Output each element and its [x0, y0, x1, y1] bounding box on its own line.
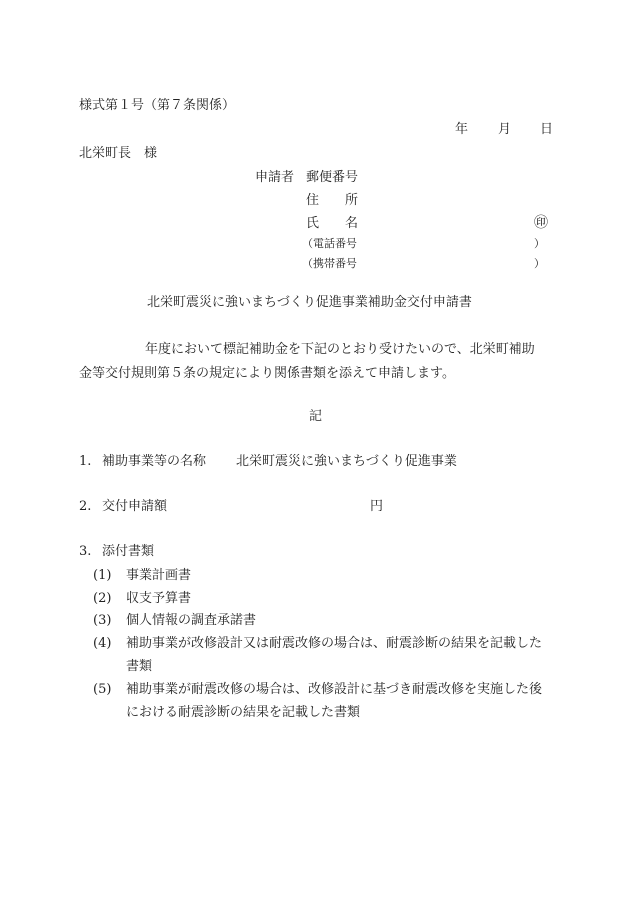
date-year-label: 年	[455, 122, 469, 137]
applicant-label: 申請者	[255, 170, 295, 185]
item-2-label: 交付申請額	[102, 499, 168, 514]
attachment-2-text: 収支予算書	[126, 591, 192, 606]
attachment-4-text-line-1: 補助事業が改修設計又は耐震改修の場合は、耐震診断の結果を記載した	[126, 636, 543, 651]
attachment-5-text-line-1: 補助事業が耐震改修の場合は、改修設計に基づき耐震改修を実施した後	[126, 682, 543, 697]
item-2-number: 2.	[79, 499, 92, 514]
mobile-close-paren: ）	[534, 257, 545, 270]
mobile-label: （携帯番号	[302, 257, 357, 270]
ki-heading: 記	[309, 409, 323, 424]
date-month-label: 月	[498, 122, 512, 137]
attachment-3-text: 個人情報の調査承諾書	[126, 613, 257, 628]
date-day-label: 日	[540, 122, 554, 137]
document-title: 北栄町震災に強いまちづくり促進事業補助金交付申請書	[147, 295, 472, 310]
attachment-5-text-line-2: における耐震診断の結果を記載した書類	[126, 705, 361, 720]
name-label: 氏 名	[306, 216, 359, 231]
item-1-value: 北栄町震災に強いまちづくり促進事業	[236, 454, 457, 469]
item-1-number: 1.	[79, 454, 92, 469]
attachment-5-number: (5)	[93, 682, 112, 697]
item-3-label: 添付書類	[102, 544, 155, 559]
attachment-1-text: 事業計画書	[126, 568, 192, 583]
seal-mark: ㊞	[534, 215, 548, 231]
item-1-label: 補助事業等の名称	[102, 454, 207, 469]
attachment-4-number: (4)	[93, 636, 112, 651]
form-label: 様式第１号（第７条関係）	[79, 98, 236, 113]
body-line-1: 年度において標記補助金を下記のとおり受けたいので、北栄町補助	[145, 342, 535, 357]
attachment-3-number: (3)	[93, 613, 112, 628]
phone-close-paren: ）	[534, 237, 545, 250]
body-line-2: 金等交付規則第５条の規定により関係書類を添えて申請します。	[79, 366, 455, 381]
address-label: 住 所	[306, 193, 359, 208]
item-3-number: 3.	[79, 544, 92, 559]
attachment-2-number: (2)	[93, 591, 112, 606]
attachment-4-text-line-2: 書類	[126, 659, 153, 674]
phone-label: （電話番号	[302, 237, 357, 250]
attachment-1-number: (1)	[93, 568, 112, 583]
addressee: 北栄町長 様	[79, 146, 158, 161]
postal-code-label: 郵便番号	[306, 170, 359, 185]
item-2-value: 円	[370, 499, 384, 514]
